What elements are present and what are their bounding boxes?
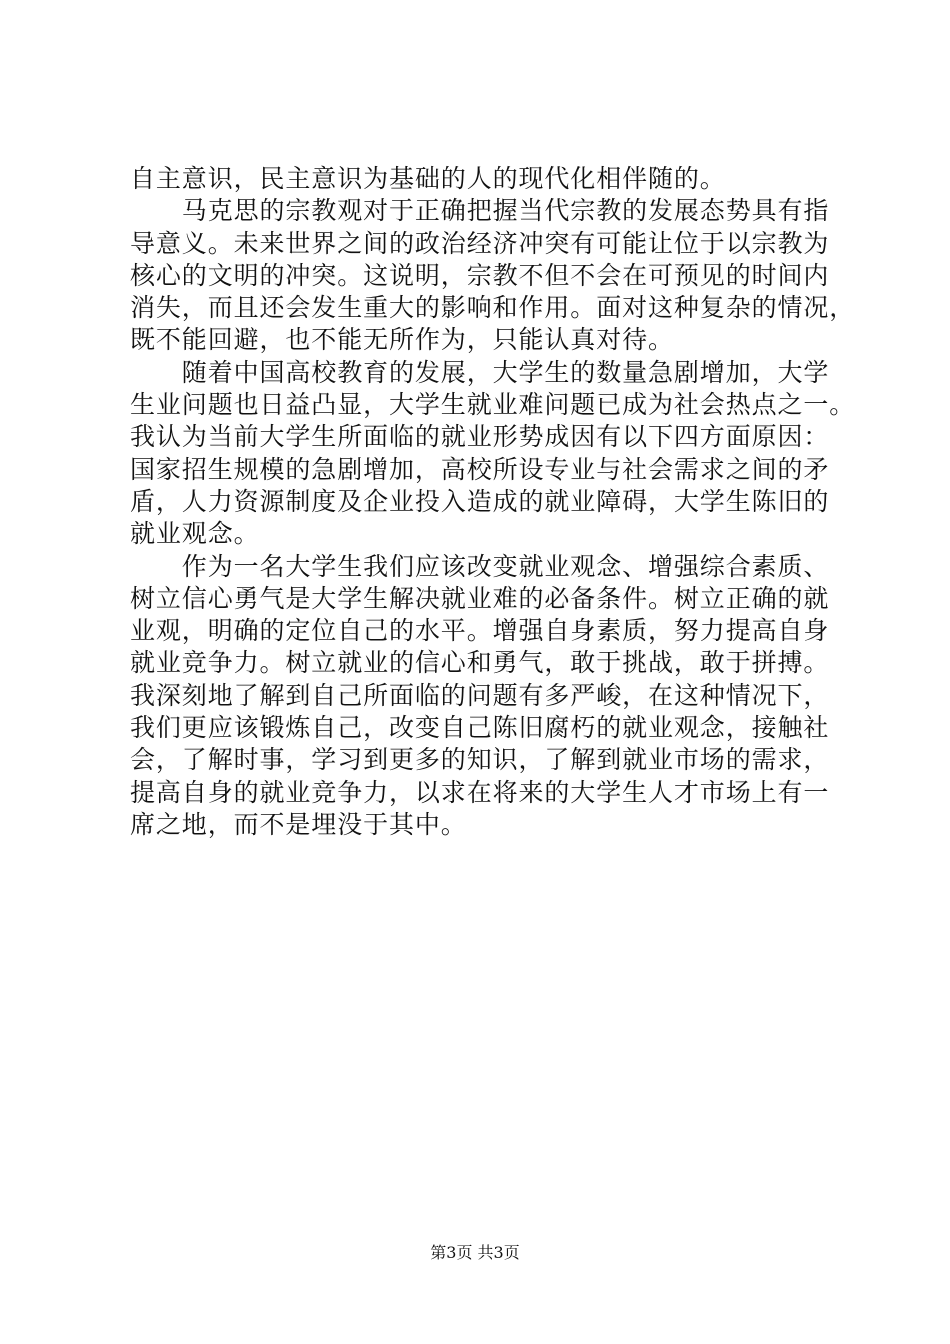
text-line: 消失，而且还会发生重大的影响和作用。面对这种复杂的情况， xyxy=(130,293,856,323)
text-line: 就业竞争力。树立就业的信心和勇气，敢于挑战，敢于拼搏。 xyxy=(130,648,830,678)
text-line: 提高自身的就业竞争力，以求在将来的大学生人才市场上有一 xyxy=(130,777,830,807)
text-line: 会，了解时事，学习到更多的知识，了解到就业市场的需求， xyxy=(130,745,830,775)
text-line: 作为一名大学生我们应该改变就业观念、增强综合素质、 xyxy=(130,551,830,581)
text-line: 就业观念。 xyxy=(130,519,260,549)
text-line: 树立信心勇气是大学生解决就业难的必备条件。树立正确的就 xyxy=(130,583,830,613)
text-line: 自主意识，民主意识为基础的人的现代化相伴随的。 xyxy=(130,164,726,193)
text-line: 导意义。未来世界之间的政治经济冲突有可能让位于以宗教为 xyxy=(130,228,830,258)
text-line: 席之地，而不是埋没于其中。 xyxy=(130,809,467,839)
text-line: 国家招生规模的急剧增加，高校所设专业与社会需求之间的矛 xyxy=(130,454,830,484)
text-line: 业观，明确的定位自己的水平。增强自身素质，努力提高自身 xyxy=(130,616,830,646)
text-line: 盾，人力资源制度及企业投入造成的就业障碍，大学生陈旧的 xyxy=(130,486,830,516)
text-line: 生业问题也日益凸显，大学生就业难问题已成为社会热点之一。 xyxy=(130,390,856,420)
text-line: 马克思的宗教观对于正确把握当代宗教的发展态势具有指 xyxy=(130,196,830,226)
page-number-footer: 第3页 共3页 xyxy=(430,1243,520,1262)
text-line: 我们更应该锻炼自己，改变自己陈旧腐朽的就业观念，接触社 xyxy=(130,713,830,743)
text-line: 核心的文明的冲突。这说明，宗教不但不会在可预见的时间内 xyxy=(130,260,830,290)
body-text xyxy=(130,163,856,841)
text-line: 随着中国高校教育的发展，大学生的数量急剧增加，大学 xyxy=(130,357,830,387)
text-line: 我深刻地了解到自己所面临的问题有多严峻，在这种情况下， xyxy=(130,680,830,710)
text-line: 我认为当前大学生所面临的就业形势成因有以下四方面原因： xyxy=(130,422,830,452)
text-line: 既不能回避，也不能无所作为，只能认真对待。 xyxy=(130,325,674,355)
